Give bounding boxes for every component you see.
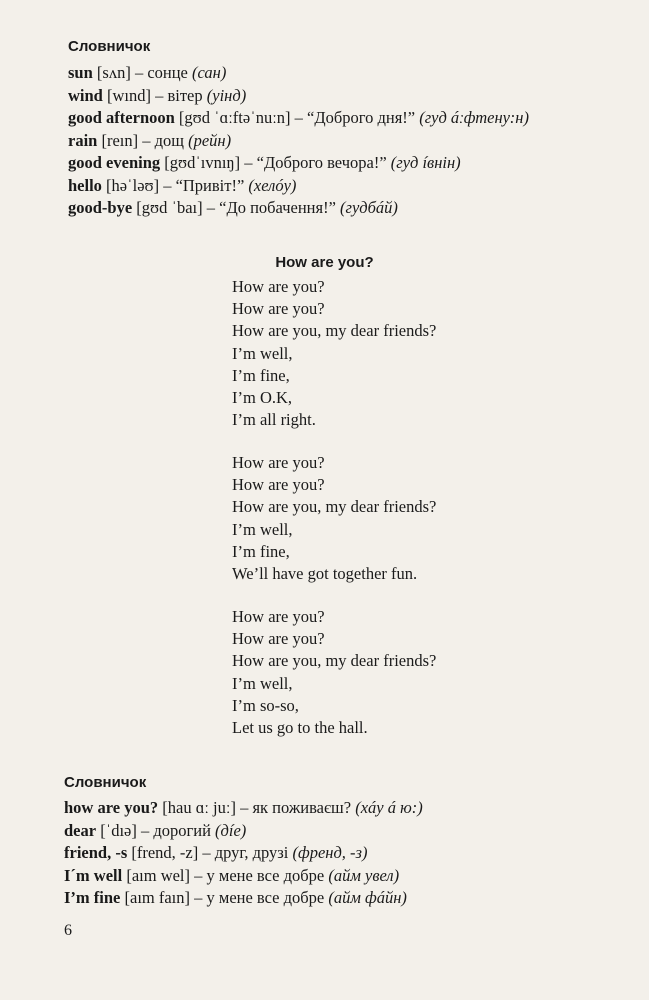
poem-line: How are you, my dear friends? [232,497,437,517]
vocab-word: rain [68,130,98,150]
poem-line: How are you? [232,629,325,649]
vocab-pronunciation: (хáу á ю:) [355,798,423,817]
vocab-word: friend, -s [64,843,128,862]
poem-line: How are you? [232,453,325,472]
vocab-definition: [ˈdıə] – дорогий [96,820,216,840]
vocab-entry [68,62,638,85]
vocab-word: how are you? [64,798,159,817]
vocab-definition: [reın] – дощ [97,130,189,150]
vocab-word: hello [68,175,102,195]
poem-line: I’m fine, [232,541,290,561]
vocab-definition: [gʊd ˈbaı] – “До побачення!” [132,198,341,217]
poem-stanza-1 [232,276,436,431]
vocab-entry [68,197,638,220]
vocab-list-top [68,62,638,220]
vocab-pronunciation: (дíе) [215,820,247,840]
poem-line: I’m all right. [232,410,316,430]
vocab-definition: [gʊd ˈɑːftəˈnuːn] – “Доброго дня!” [174,108,420,127]
poem-line: I’m O.K, [232,388,293,408]
vocab-heading-bottom: Словничок [64,774,147,791]
poem-line: I’m so-so, [232,695,299,715]
vocab-pronunciation: (айм фáйн) [328,888,407,907]
vocab-pronunciation: (гуд áːфтену:н) [419,108,529,127]
poem-line: How are you? [232,607,325,626]
vocab-entry [68,152,638,175]
vocab-entry [68,85,638,108]
vocab-entry [64,820,634,843]
poem-line: I’m fine, [232,365,290,385]
vocab-list-bottom [64,797,634,910]
vocab-entry [68,107,638,130]
vocab-entry [68,130,638,153]
poem-line: How are you, my dear friends? [232,321,437,341]
vocab-heading-top: Словничок [68,38,151,55]
poem-stanza-3 [232,606,436,739]
vocab-word: wind [68,85,103,105]
poem-line: I’m well, [232,519,293,539]
vocab-definition: [frend, -z] – друг, друзі [127,843,293,862]
vocab-pronunciation: (френд, -з) [292,843,368,862]
vocab-entry [64,842,634,865]
vocab-definition: [aım wel] – у мене все добре [122,865,329,885]
vocab-word: dear [64,820,97,840]
vocab-definition: [wınd] – вітер [102,85,207,105]
vocab-entry [64,797,634,820]
poem-line: How are you, my dear friends? [232,651,437,671]
vocab-word: good-bye [68,198,133,217]
vocab-definition: [həˈləʊ] – “Привіт!” [101,175,249,195]
poem-line: I’m well, [232,673,293,693]
poem-line: We’ll have got together fun. [232,564,418,584]
poem-line: How are you? [232,299,325,319]
vocab-pronunciation: (гудбáй) [340,198,398,217]
vocab-entry [64,887,634,910]
vocab-pronunciation: (хелóу) [248,175,297,195]
vocab-definition: [hau ɑː juː] – як поживаєш? [158,798,356,817]
page-number: 6 [64,922,72,939]
poem-line: I’m well, [232,343,293,363]
vocab-pronunciation: (рейн) [188,130,232,150]
vocab-word: good afternoon [68,108,175,127]
vocab-definition: [gʊdˈıvnıŋ] – “Доброго вечора!” [160,153,391,172]
vocab-entry [68,175,638,198]
vocab-pronunciation: (гуд íвнін) [390,153,461,172]
vocab-pronunciation: (уінд) [206,85,247,105]
poem-line: How are you? [232,277,325,296]
poem-line: How are you? [232,475,325,495]
vocab-entry [64,865,634,888]
vocab-word: Iˊm well [64,865,123,885]
poem-stanza-2 [232,452,436,585]
vocab-word: good evening [68,153,161,172]
vocab-pronunciation: (айм увел) [328,865,400,885]
vocab-definition: [sʌn] – сонце [92,63,192,82]
poem-title: How are you? [275,254,374,271]
vocab-definition: [aım faın] – у мене все добре [120,888,329,907]
vocab-word: I’m fine [64,888,121,907]
vocab-word: sun [68,63,93,82]
vocab-pronunciation: (сан) [192,63,227,82]
poem-line: Let us go to the hall. [232,718,368,738]
